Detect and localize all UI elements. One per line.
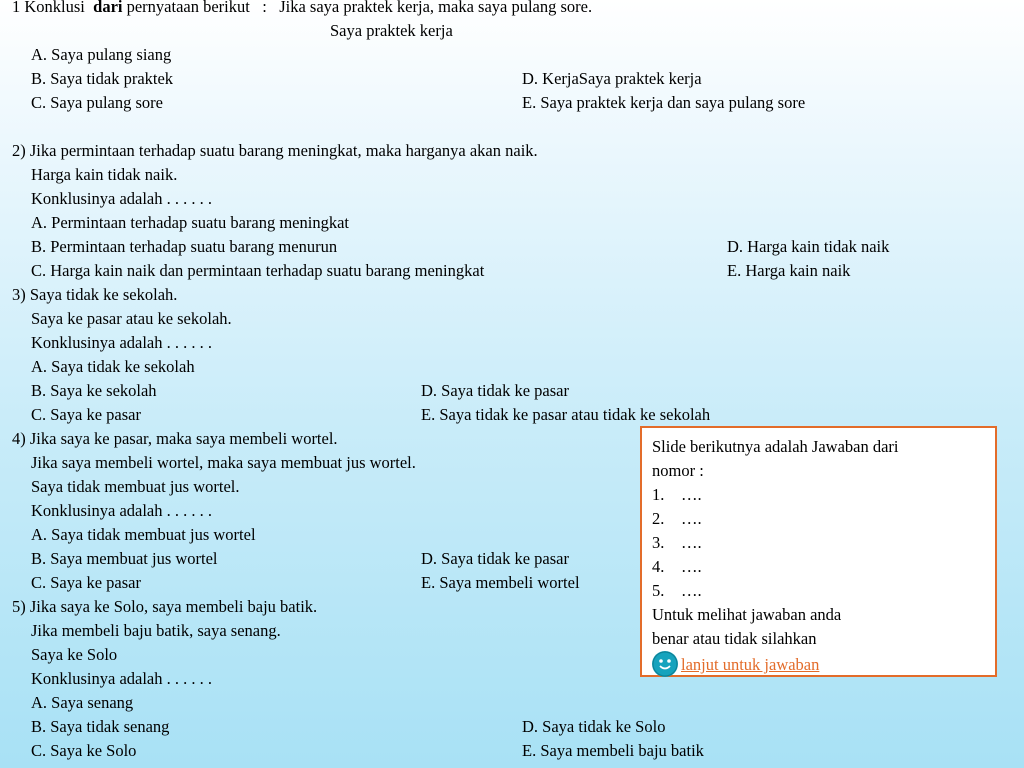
q4-option-e: E. Saya membeli wortel — [421, 573, 580, 592]
q5-prompt: Konklusinya adalah . . . . . . — [31, 669, 213, 688]
q3-option-a: A. Saya tidak ke sekolah — [31, 357, 195, 376]
q4-option-d: D. Saya tidak ke pasar — [421, 549, 569, 568]
q3-stem: 3) Saya tidak ke sekolah. — [12, 285, 178, 304]
answer-note-box — [640, 426, 997, 677]
q4-option-a: A. Saya tidak membuat jus wortel — [31, 525, 256, 544]
q1-option-a: A. Saya pulang siang — [31, 45, 172, 64]
q3-option-e: E. Saya tidak ke pasar atau tidak ke sekolah — [421, 405, 711, 424]
note-item: 1. …. — [652, 485, 702, 504]
q5-option-a: A. Saya senang — [31, 693, 134, 712]
q5-option-d: D. Saya tidak ke Solo — [522, 717, 666, 736]
q2-premise: Harga kain tidak naik. — [31, 165, 178, 184]
q4-premise-2: Saya tidak membuat jus wortel. — [31, 477, 240, 496]
q1-premise: Saya praktek kerja — [330, 21, 453, 40]
q1-option-e: E. Saya praktek kerja dan saya pulang sore — [522, 93, 806, 112]
next-answer-link-row[interactable] — [652, 651, 995, 677]
note-line-2: nomor : — [652, 461, 704, 480]
q5-premise-2: Saya ke Solo — [31, 645, 118, 664]
q3-option-d: D. Saya tidak ke pasar — [421, 381, 569, 400]
q2-option-a: A. Permintaan terhadap suatu barang meningkat — [31, 213, 349, 232]
q2-option-e: E. Harga kain naik — [727, 261, 851, 280]
smiley-icon[interactable] — [652, 651, 678, 677]
q5-option-b: B. Saya tidak senang — [31, 717, 170, 736]
note-item: 5. …. — [652, 581, 702, 600]
note-item: 2. …. — [652, 509, 702, 528]
q1-stem: 1 Konklusi dari pernyataan berikut : Jika saya praktek kerja, maka saya pulang sore. — [12, 0, 593, 16]
q5-option-c: C. Saya ke Solo — [31, 741, 137, 760]
q5-premise-1: Jika membeli baju batik, saya senang. — [31, 621, 281, 640]
q2-option-c: C. Harga kain naik dan permintaan terhadap suatu barang meningkat — [31, 261, 485, 280]
note-line-4: benar atau tidak silahkan — [652, 629, 817, 648]
q2-prompt: Konklusinya adalah . . . . . . — [31, 189, 213, 208]
q3-prompt: Konklusinya adalah . . . . . . — [31, 333, 213, 352]
q3-premise: Saya ke pasar atau ke sekolah. — [31, 309, 232, 328]
note-line-1: Slide berikutnya adalah Jawaban dari — [652, 437, 899, 456]
q4-option-b: B. Saya membuat jus wortel — [31, 549, 218, 568]
q4-premise-1: Jika saya membeli wortel, maka saya membuat jus wortel. — [31, 453, 416, 472]
q5-stem: 5) Jika saya ke Solo, saya membeli baju batik. — [12, 597, 318, 616]
q3-option-c: C. Saya ke pasar — [31, 405, 141, 424]
q1-option-b: B. Saya tidak praktek — [31, 69, 174, 88]
q1-option-c: C. Saya pulang sore — [31, 93, 163, 112]
q4-option-c: C. Saya ke pasar — [31, 573, 141, 592]
q4-prompt: Konklusinya adalah . . . . . . — [31, 501, 213, 520]
note-line-3: Untuk melihat jawaban anda — [652, 605, 842, 624]
q4-stem: 4) Jika saya ke pasar, maka saya membeli wortel. — [12, 429, 338, 448]
q3-option-b: B. Saya ke sekolah — [31, 381, 157, 400]
q2-option-b: B. Permintaan terhadap suatu barang menurun — [31, 237, 338, 256]
q2-stem: 2) Jika permintaan terhadap suatu barang meningkat, maka harganya akan naik. — [12, 141, 538, 160]
q2-option-d: D. Harga kain tidak naik — [727, 237, 890, 256]
q5-option-e: E. Saya membeli baju batik — [522, 741, 704, 760]
q1-option-d: D. KerjaSaya praktek kerja — [522, 69, 702, 88]
note-item: 3. …. — [652, 533, 702, 552]
next-answer-link[interactable]: lanjut untuk jawaban — [681, 655, 820, 674]
note-item: 4. …. — [652, 557, 702, 576]
